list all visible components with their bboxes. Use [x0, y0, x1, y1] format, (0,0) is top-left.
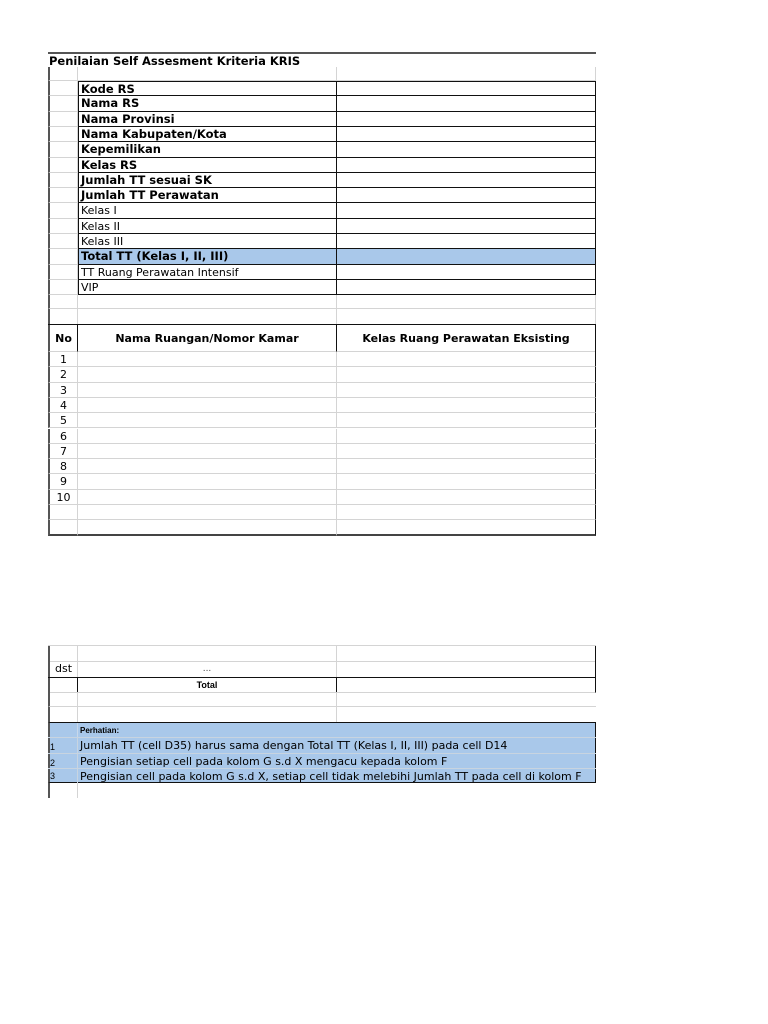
cell[interactable]: [78, 295, 337, 309]
cell[interactable]: [337, 67, 596, 81]
info-value[interactable]: [337, 173, 596, 188]
table-row: [48, 352, 596, 367]
info-label: Kelas II: [78, 219, 337, 234]
cell[interactable]: [48, 309, 78, 324]
cell[interactable]: [337, 646, 596, 662]
info-row: [48, 173, 596, 188]
row-number: 3: [48, 383, 78, 398]
note-text: Pengisian setiap cell pada kolom G s.d X mengacu kepada kolom F: [80, 755, 448, 768]
info-row: [48, 234, 596, 249]
cell[interactable]: [48, 234, 78, 249]
cell[interactable]: [48, 295, 78, 309]
table-row: [48, 413, 596, 428]
info-label: Total TT (Kelas I, II, III): [78, 249, 337, 264]
cell[interactable]: [48, 81, 78, 96]
room-class-cell[interactable]: [337, 352, 596, 367]
blank-row: [48, 67, 596, 81]
note-text: Jumlah TT (cell D35) harus sama dengan Total TT (Kelas I, II, III) pada cell D14: [80, 739, 508, 752]
room-class-cell[interactable]: [337, 490, 596, 505]
note-number: 2: [48, 754, 78, 770]
room-class-cell[interactable]: [337, 474, 596, 489]
cell[interactable]: [48, 219, 78, 234]
row-number: 2: [48, 367, 78, 382]
room-name-cell[interactable]: [78, 429, 337, 444]
note-row: [48, 768, 596, 783]
cell[interactable]: [48, 173, 78, 188]
room-name-cell[interactable]: [78, 459, 337, 474]
row-number: 4: [48, 398, 78, 413]
cell[interactable]: [48, 188, 78, 203]
info-row: [48, 280, 596, 295]
dst-label[interactable]: dst: [48, 661, 78, 677]
info-row: [48, 112, 596, 127]
room-class-cell[interactable]: [337, 520, 596, 535]
info-label: Nama Provinsi: [78, 112, 337, 127]
info-row: [48, 249, 596, 264]
room-name-cell[interactable]: [78, 520, 337, 535]
room-class-cell[interactable]: [337, 505, 596, 520]
info-value[interactable]: [337, 188, 596, 203]
room-class-cell[interactable]: [337, 383, 596, 398]
room-name-cell[interactable]: [78, 444, 337, 459]
table-row: [48, 505, 596, 520]
room-name-cell[interactable]: [78, 383, 337, 398]
room-name-cell[interactable]: [78, 367, 337, 382]
cell[interactable]: [78, 646, 337, 662]
cell[interactable]: [48, 265, 78, 280]
note-number: 1: [48, 738, 78, 754]
room-class-cell[interactable]: [337, 398, 596, 413]
info-label: Nama Kabupaten/Kota: [78, 127, 337, 142]
info-value[interactable]: [337, 81, 596, 96]
room-class-cell[interactable]: [337, 413, 596, 428]
info-label: TT Ruang Perawatan Intensif: [78, 265, 337, 280]
row-number: 10: [48, 490, 78, 505]
row-number: [48, 505, 78, 520]
info-value[interactable]: [337, 203, 596, 218]
header-no: No: [48, 325, 78, 352]
info-label: Kelas RS: [78, 158, 337, 173]
info-label: Jumlah TT Perawatan: [78, 188, 337, 203]
cell[interactable]: [48, 646, 78, 662]
info-value[interactable]: [337, 234, 596, 249]
room-name-cell[interactable]: [78, 490, 337, 505]
row-number: 1: [48, 352, 78, 367]
cell[interactable]: [48, 127, 78, 142]
info-label: Kode RS: [78, 81, 337, 96]
table-row: [48, 398, 596, 413]
header-class: Kelas Ruang Perawatan Eksisting: [337, 325, 595, 352]
info-row: [48, 127, 596, 142]
cell[interactable]: [48, 158, 78, 173]
row-number: 7: [48, 444, 78, 459]
cell[interactable]: [48, 678, 78, 693]
table-row: [48, 459, 596, 474]
info-row: [48, 81, 596, 96]
cell[interactable]: [48, 280, 78, 295]
blank-row: [48, 295, 596, 309]
cell[interactable]: [48, 67, 78, 81]
info-value[interactable]: [337, 280, 596, 295]
cell[interactable]: [48, 203, 78, 218]
info-value[interactable]: [337, 112, 596, 127]
room-name-cell[interactable]: [78, 352, 337, 367]
room-table-header: [48, 324, 596, 352]
info-label: Nama RS: [78, 96, 337, 111]
row-number: 8: [48, 459, 78, 474]
table-row: [48, 490, 596, 505]
info-row: [48, 158, 596, 173]
blank-row: [48, 645, 596, 662]
row-number: 9: [48, 474, 78, 489]
notes-heading-row: [48, 723, 596, 737]
total-row: [48, 677, 596, 693]
notes-heading: Perhatian:: [80, 726, 120, 735]
cell[interactable]: [337, 707, 596, 722]
cell[interactable]: [48, 142, 78, 157]
info-value[interactable]: [337, 265, 596, 280]
info-row: [48, 188, 596, 203]
row-number: 6: [48, 429, 78, 444]
room-class-cell[interactable]: [337, 429, 596, 444]
cell[interactable]: [48, 692, 78, 707]
info-row: [48, 203, 596, 218]
info-value[interactable]: [337, 219, 596, 234]
room-class-cell[interactable]: [337, 459, 596, 474]
cell[interactable]: [337, 692, 596, 707]
info-label: Kepemilikan: [78, 142, 337, 157]
row-number: 5: [48, 413, 78, 428]
info-row: [48, 265, 596, 280]
info-value[interactable]: [337, 249, 596, 264]
cell: [48, 723, 78, 737]
table-row: [48, 383, 596, 398]
cell[interactable]: [48, 96, 78, 111]
sheet-title[interactable]: Penilaian Self Assesment Kriteria KRIS: [49, 54, 301, 68]
info-label: Jumlah TT sesuai SK: [78, 173, 337, 188]
cell[interactable]: [337, 661, 596, 677]
blank-row: [48, 692, 596, 707]
cell[interactable]: [48, 707, 78, 722]
room-name-cell[interactable]: [78, 505, 337, 520]
dst-row: [48, 661, 596, 677]
cell[interactable]: [48, 783, 78, 798]
note-number: 3: [48, 769, 78, 783]
table-row: [48, 474, 596, 489]
info-label: Kelas I: [78, 203, 337, 218]
info-value[interactable]: [337, 142, 596, 157]
row-number: [48, 520, 78, 535]
cell[interactable]: [78, 692, 337, 707]
room-name-cell[interactable]: [78, 474, 337, 489]
cell[interactable]: [337, 309, 596, 324]
room-name-cell[interactable]: [78, 413, 337, 428]
info-row: [48, 219, 596, 234]
cell[interactable]: [48, 249, 78, 264]
cell[interactable]: [337, 295, 596, 309]
table-row: [48, 429, 596, 444]
room-name-cell[interactable]: [78, 398, 337, 413]
cell[interactable]: [78, 309, 337, 324]
blank-row: [48, 783, 596, 798]
table-row: [48, 520, 596, 535]
blank-row: [48, 707, 596, 722]
cell[interactable]: [48, 112, 78, 127]
table-row: [48, 367, 596, 382]
total-label: Total: [78, 678, 337, 693]
header-room-name: Nama Ruangan/Nomor Kamar: [78, 325, 337, 352]
note-row: [48, 737, 596, 754]
cell[interactable]: [78, 67, 337, 81]
total-value[interactable]: [337, 678, 596, 693]
blank-row: [48, 309, 596, 324]
room-class-cell[interactable]: [337, 444, 596, 459]
info-label: VIP: [78, 280, 337, 295]
info-row: [48, 142, 596, 157]
info-value[interactable]: [337, 96, 596, 111]
room-class-cell[interactable]: [337, 367, 596, 382]
info-value[interactable]: [337, 127, 596, 142]
info-row: [48, 96, 596, 111]
cell[interactable]: [78, 707, 337, 722]
info-label: Kelas III: [78, 234, 337, 249]
ellipsis-cell[interactable]: ...: [78, 661, 337, 677]
table-row: [48, 444, 596, 459]
note-text: Pengisian cell pada kolom G s.d X, setiap cell tidak melebihi Jumlah TT pada cell di kolom F: [80, 770, 582, 783]
info-value[interactable]: [337, 158, 596, 173]
